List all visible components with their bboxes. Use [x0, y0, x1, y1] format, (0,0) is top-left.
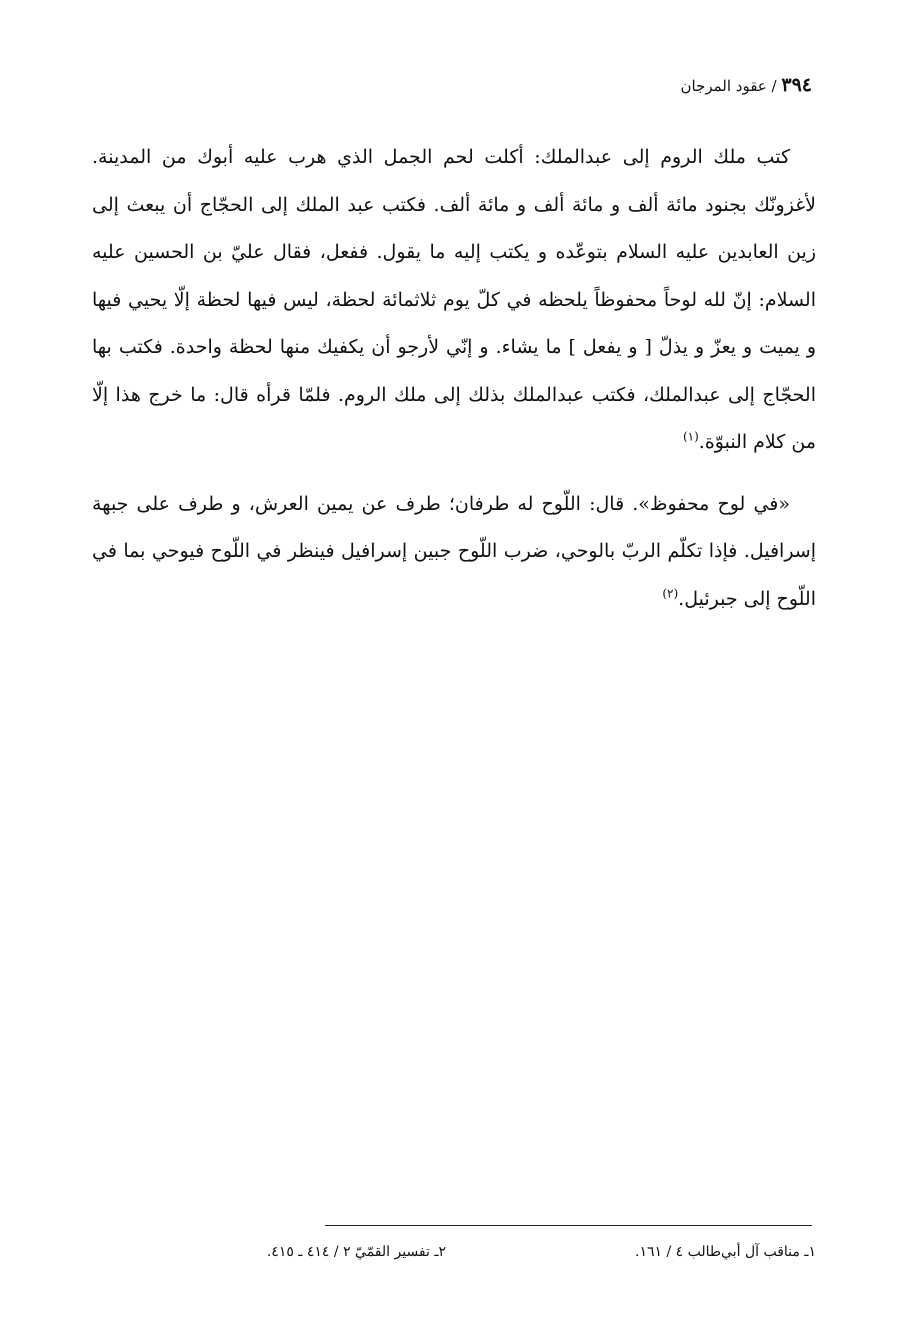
paragraph-1-text: كتب ملك الروم إلى عبدالملك: أكلت لحم الجمل الذي هرب عليه أبوك من المدينة. لأغزونّك بجنود مائة ألف و مائة ألف و مائة ألف. فكتب عبد الملك إلى الحجّاج أن يبعث إلى زين العابدين عليه السلام بتوعّده و يكتب إليه ما يقول. ففعل، فقال عليّ بن الحسين عليه السلام: إنّ لله لوحاً محفوظاً يلحظه في كلّ يوم ثلاثمائة لحظة، ليس فيها لحظة إلّا يحيي فيها و يميت و يعزّ و يذلّ [ و يفعل ] ما يشاء. و إنّي لأرجو أن يكفيك منها لحظة واحدة. فكتب بها الحجّاج إلى عبدالملك، فكتب عبدالملك بذلك إلى ملك الروم. فلمّا قرأه قال: ما خرج هذا إلّا من كلام النبوّة.: [92, 146, 816, 453]
main-text: [92, 134, 816, 623]
footnote-ref-2: (٢): [662, 586, 679, 601]
paragraph-1: [92, 134, 816, 467]
book-title: عقود المرجان: [680, 77, 767, 95]
running-header: [680, 74, 812, 96]
footnote-ref-1: (١): [682, 429, 699, 444]
footnote-2: ٢ـ تفسير القمّيّ ٢ / ٤١٤ ـ ٤١٥.: [266, 1244, 446, 1260]
header-separator: /: [771, 77, 777, 95]
footnote-divider: [325, 1225, 812, 1226]
page-number: ٣٩٤: [781, 74, 812, 96]
footnote-1: ١ـ مناقب آل أبي‌طالب ٤ / ١٦١.: [635, 1244, 816, 1260]
paragraph-2: [92, 481, 816, 624]
paragraph-2-text: «في لوح محفوظ». قال: اللّوح له طرفان؛ طرف عن يمين العرش، و طرف على جبهة إسرافيل. فإذا تكلّم الربّ بالوحي، ضرب اللّوح جبين إسرافيل فينظر في اللّوح فيوحي بما في اللّوح إلى جبرئيل.: [92, 492, 816, 610]
